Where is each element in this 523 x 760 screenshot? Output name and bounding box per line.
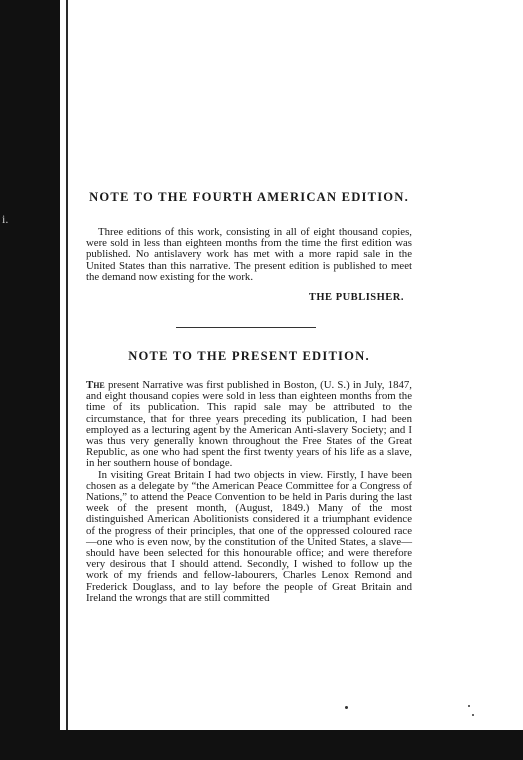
note-present-para1 [86, 379, 412, 469]
note-fourth-text: Three editions of this work, consisting in all of eight thousand copies, were sold in less than eighteen months from the time the first edition was published. No antislavery work has met with a more rapid sale in the United States than this narrative. The present edition is published to meet the demand now existing for the work. [86, 226, 412, 283]
print-speck [468, 705, 470, 707]
section-divider [176, 327, 316, 328]
note-present-para2: In visiting Great Britain I had two objects in view. Firstly, I have been chosen as a delegate by “the American Peace Committee for a Congress of Nations,” to attend the Peace Convention to be held in Paris during the last week of the present month, (August, 1849.) Many of the most distinguished American Abolitionists considered it a triumphant evidence of the progress of their principles, that one of the oppressed coloured race—one who is even now, by the constitution of the United States, a slave—should have been selected for this honourable office; and were therefore very desirous that I should attend. Secondly, I wished to follow up the work of my friends and fellow-labourers, Charles Lenox Remond and Frederick Douglass, and to lay before the people of Great Britain and Ireland the wrongs that are still committed [86, 468, 412, 604]
page-edge-line [66, 0, 68, 730]
margin-mark: i. [2, 212, 9, 226]
note-fourth-body [86, 227, 412, 283]
scan-left-border [0, 0, 60, 760]
print-speck [345, 706, 348, 709]
para1-text: present Narrative was first published in Boston, (U. S.) in July, 1847, and eight thousand copies were sold in less than eighteen months from the time of its publication. This rapid sale may be attributed to the circumstance, that for three years preceding its publication, I had been employed as a lecturing agent by the American Anti-slavery Society; and I was thus very generally known throughout the Free States of the Great Republic, as one who had spent the first twenty years of his life as a slave, in her southern house of bondage. [86, 379, 412, 470]
note-fourth-heading: NOTE TO THE FOURTH AMERICAN EDITION. [89, 190, 409, 204]
note-present-body [86, 380, 412, 604]
print-speck [472, 714, 474, 716]
scan-bottom-border [0, 730, 523, 760]
publisher-signature: THE PUBLISHER. [308, 292, 404, 303]
note-present-heading: NOTE TO THE PRESENT EDITION. [128, 349, 370, 363]
drop-word: The [86, 379, 105, 391]
